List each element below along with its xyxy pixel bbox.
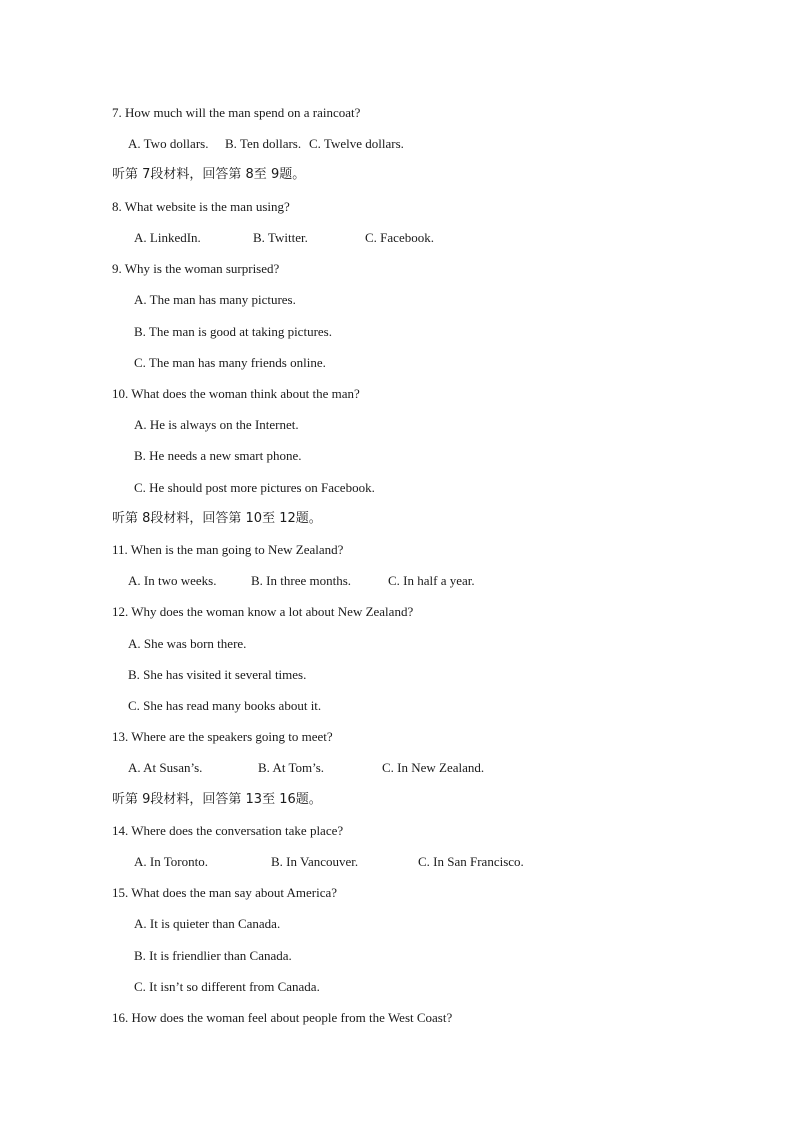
q8-option-c: C. Facebook. — [365, 230, 434, 245]
q9-option-b: B. The man is good at taking pictures. — [134, 324, 332, 339]
q8-option-a: A. LinkedIn. — [134, 230, 201, 245]
q13-option-c: C. In New Zealand. — [382, 760, 485, 775]
section-8-instruction: 听第 8段材料，回答第 10至 12题。 — [112, 511, 322, 526]
q7-option-b: B. Ten dollars. — [225, 136, 302, 151]
section-9-instruction: 听第 9段材料，回答第 13至 16题。 — [112, 792, 322, 807]
q14-option-c: C. In San Francisco. — [418, 854, 524, 869]
q11-question: 11. When is the man going to New Zealand? — [112, 542, 344, 557]
q10-option-a: A. He is always on the Internet. — [134, 417, 299, 432]
q8-question: 8. What website is the man using? — [112, 199, 290, 214]
q9-option-c: C. The man has many friends online. — [134, 355, 326, 370]
section-7-instruction: 听第 7段材料，回答第 8至 9题。 — [112, 167, 306, 182]
q15-option-c: C. It isn’t so different from Canada. — [134, 979, 320, 994]
q15-option-b: B. It is friendlier than Canada. — [134, 948, 292, 963]
q13-option-a: A. At Susan’s. — [128, 760, 203, 775]
q15-option-a: A. It is quieter than Canada. — [134, 916, 281, 931]
q13-question: 13. Where are the speakers going to meet? — [112, 729, 333, 744]
q12-option-b: B. She has visited it several times. — [128, 667, 307, 682]
q11-option-a: A. In two weeks. — [128, 573, 217, 588]
q14-option-a: A. In Toronto. — [134, 854, 208, 869]
q15-question: 15. What does the man say about America? — [112, 885, 338, 900]
q7-option-c: C. Twelve dollars. — [309, 136, 404, 151]
q14-question: 14. Where does the conversation take place? — [112, 823, 344, 838]
q14-option-b: B. In Vancouver. — [271, 854, 359, 869]
q12-option-c: C. She has read many books about it. — [128, 698, 322, 713]
q9-option-a: A. The man has many pictures. — [134, 292, 296, 307]
q11-option-b: B. In three months. — [251, 573, 352, 588]
q12-option-a: A. She was born there. — [128, 636, 247, 651]
q13-option-b: B. At Tom’s. — [258, 760, 325, 775]
q8-option-b: B. Twitter. — [253, 230, 308, 245]
q7-question: 7. How much will the man spend on a raincoat? — [112, 105, 361, 120]
q10-option-b: B. He needs a new smart phone. — [134, 448, 302, 463]
q12-question: 12. Why does the woman know a lot about New Zealand? — [112, 604, 414, 619]
q9-question: 9. Why is the woman surprised? — [112, 261, 280, 276]
q7-option-a: A. Two dollars. — [128, 136, 209, 151]
q10-question: 10. What does the woman think about the man? — [112, 386, 360, 401]
q10-option-c: C. He should post more pictures on Facebook. — [134, 480, 375, 495]
q16-question: 16. How does the woman feel about people from the West Coast? — [112, 1010, 453, 1025]
q11-option-c: C. In half a year. — [388, 573, 475, 588]
